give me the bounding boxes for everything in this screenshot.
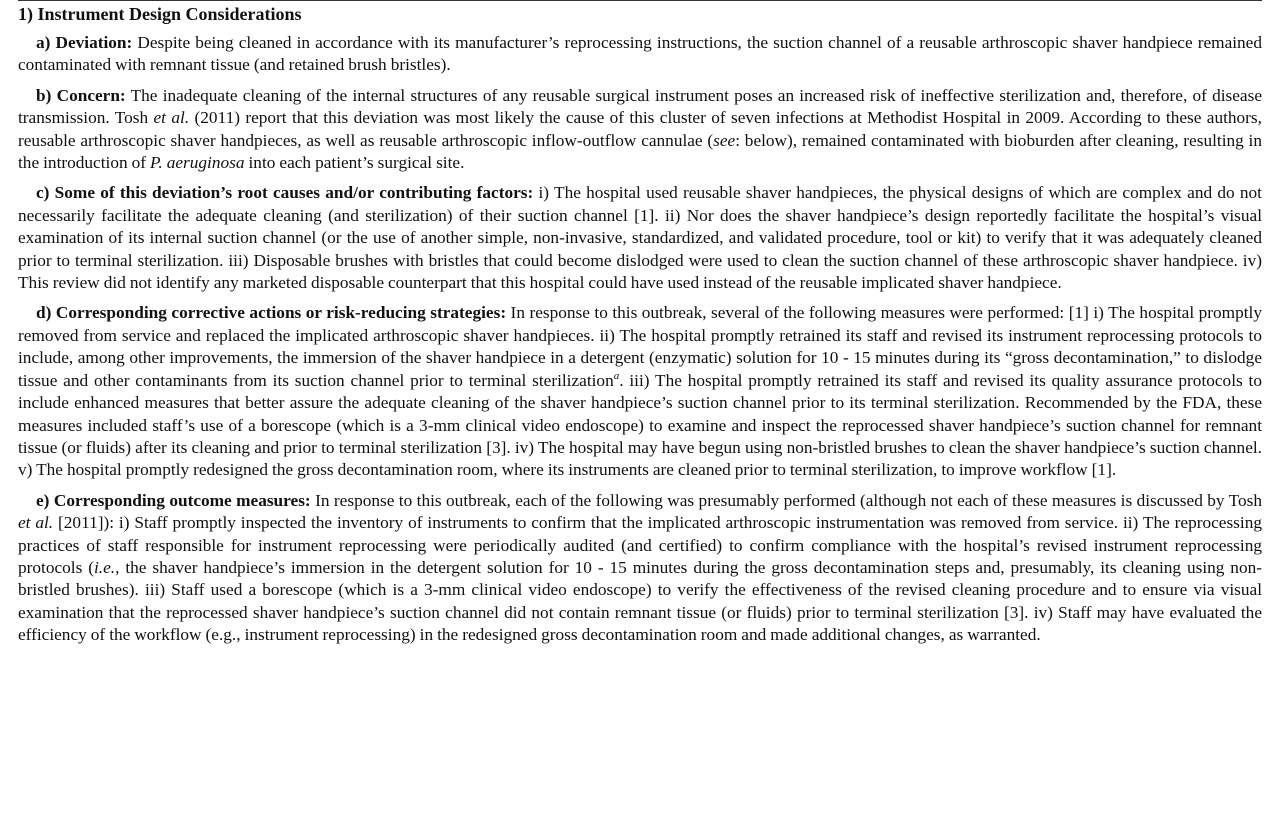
paragraph-lead: a) Deviation: bbox=[36, 33, 133, 52]
paragraph-text: into each patient’s surgical site. bbox=[244, 153, 465, 173]
paragraph-text: In response to this outbreak, each of the following was presumably performed (although not each of these measures is discussed by Tosh bbox=[310, 490, 1262, 510]
paragraph-corrective-actions bbox=[18, 302, 1262, 481]
paragraph-text: i) The hospital used reusable shaver handpieces, the physical designs of which are complex and do not necessarily facilitate the adequate cleaning (and sterilization) of their suction channel [1]. ii) Nor does the shaver handpiece’s design reportedly facilitate the hospital’s visual examination of its internal suction channel (or the use of another simple, non-invasive, standardized, and validated procedure, tool or kit) to verify that it was adequately cleaned prior to terminal sterilization. iii) Disposable brushes with bristles that could become dislodged were used to clean the suction channel of these arthroscopic shaver handpiece. iv) This review did not identify any marketed disposable counterpart that this hospital could have used instead of the reusable implicated shaver handpiece. bbox=[18, 183, 1262, 293]
italic-text: i.e. bbox=[93, 557, 116, 577]
italic-text: see bbox=[713, 130, 736, 150]
top-rule bbox=[18, 0, 1262, 1]
paragraph-concern bbox=[18, 85, 1262, 175]
paragraph-lead: e) Corresponding outcome measures: bbox=[36, 490, 311, 510]
paragraph-text: In response to this outbreak, several of the following measures were performed: [1] i) The hospital promptly removed from service and replaced the implicated arthroscopic shaver handpieces. ii) The hospital promptly retrained its staff and revised its instrument reprocessing protocols to include, among other improvements, the immersion of the shaver handpiece in a detergent (enzymatic) solution for 10 - 15 minutes during its “gross decontamination,” to dislodge tissue and other contaminants from its suction channel prior to terminal sterilization bbox=[18, 303, 1262, 390]
italic-text: P. aeruginosa bbox=[150, 153, 245, 173]
italic-text: et al. bbox=[153, 108, 190, 128]
footnote-marker: a bbox=[613, 369, 620, 382]
paragraph-lead: c) Some of this deviation’s root causes and/or contributing factors: bbox=[36, 183, 534, 203]
paragraph-text: , the shaver handpiece’s immersion in the detergent solution for 10 - 15 minutes during the gross decontamination steps and, presumably, its cleaning using non-bristled brushes). iii) Staff used a borescope (which is a 3-mm clinical video endoscope) to verify the effectiveness of the revised cleaning procedure and to ensure via visual examination that the reprocessed shaver handpiece’s suction channel did not contain remnant tissue (or fluids) prior to terminal sterilization [3]. iv) Staff may have evaluated the efficiency of the workflow (e.g., instrument reprocessing) in the redesigned gross decontamination room and made additional changes, as warranted. bbox=[18, 557, 1262, 645]
italic-text: et al. bbox=[18, 513, 54, 533]
paragraph-text: . iii) The hospital promptly retrained its staff and revised its quality assurance protocols to include enhanced measures that better assure the adequate cleaning of the shaver handpiece’s suction channel prior to its terminal sterilization. Recommended by the FDA, these measures included staff’s use of a borescope (which is a 3-mm clinical video endoscope) to examine and inspect the reprocessed shaver handpiece’s suction channel for remnant tissue (or fluids) after its cleaning and prior to terminal sterilization [3]. iv) The hospital may have begun using non-bristled brushes to clean the shaver handpiece’s suction channel. v) The hospital promptly redesigned the gross decontamination room, where its instruments are cleaned prior to terminal sterilization, to improve workflow [1]. bbox=[18, 370, 1262, 480]
paragraph-deviation bbox=[18, 32, 1262, 77]
paragraph-lead: d) Corresponding corrective actions or risk-reducing strategies: bbox=[36, 303, 507, 323]
paragraph-text: [2011]): i) Staff promptly inspected the inventory of instruments to confirm that the implicated arthroscopic instrumentation was removed from service. ii) The reprocessing practices of staff responsible for instrument reprocessing were periodically audited (and certified) to confirm compliance with the hospital’s revised instrument reprocessing protocols ( bbox=[18, 513, 1262, 577]
paragraph-text: (2011) report that this deviation was most likely the cause of this cluster of seven infections at Methodist Hospital in 2009. According to these authors, reusable arthroscopic shaver handpieces, as well as reusable arthroscopic inflow-outflow cannulae ( bbox=[18, 108, 1262, 150]
paragraph-text: The inadequate cleaning of the internal structures of any reusable surgical instrument poses an increased risk of ineffective sterilization and, therefore, of disease transmission. Tosh bbox=[18, 85, 1262, 128]
paragraph-text: Despite being cleaned in accordance with its manufacturer’s reprocessing instructions, the suction channel of a reusable arthroscopic shaver handpiece remained contaminated with remnant tissue (and retained brush bristles). bbox=[18, 33, 1262, 75]
paragraph-root-causes bbox=[18, 182, 1262, 294]
paragraph-text: : below), remained contaminated with bioburden after cleaning, resulting in the introduction of bbox=[18, 130, 1262, 173]
paragraph-lead: b) Concern: bbox=[36, 85, 126, 105]
paragraph-outcome-measures bbox=[18, 490, 1262, 647]
section-title: 1) Instrument Design Considerations bbox=[18, 4, 302, 24]
